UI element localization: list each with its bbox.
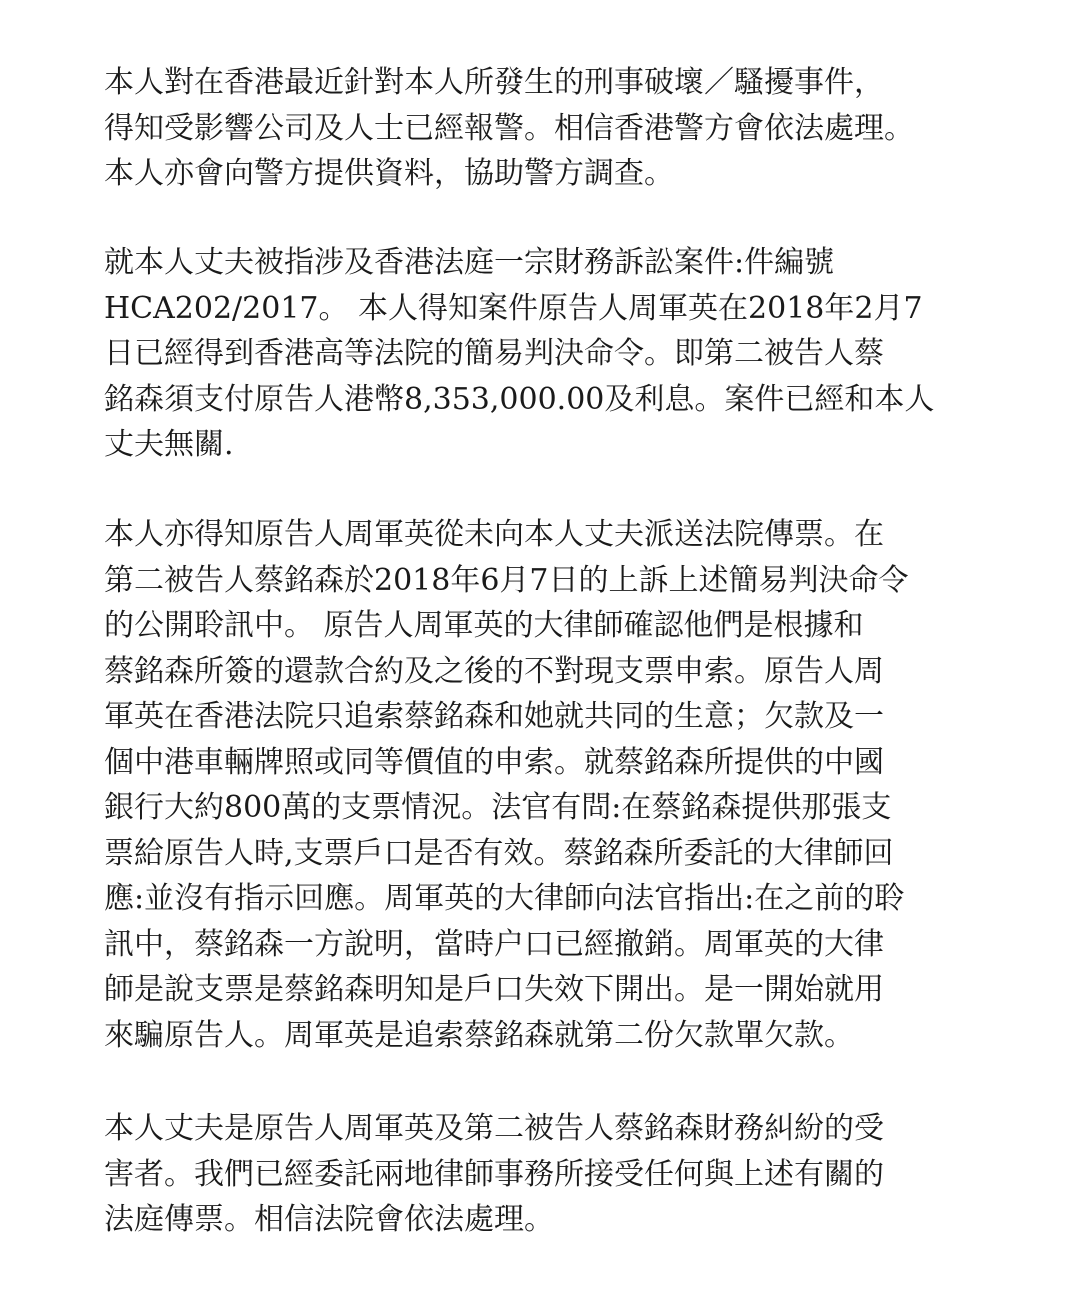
text-line: 師是說支票是蔡銘森明知是戶口失效下開出。是一開始就用 <box>104 972 884 1007</box>
text-line: 第二被告人蔡銘森於2018年6月7日的上訴上述簡易判決命令 <box>104 562 909 598</box>
text-line: 日已經得到香港高等法院的簡易判決命令。即第二被告人蔡 <box>104 336 884 371</box>
text-line: 票給原告人時,支票戶口是否有效。蔡銘森所委託的大律師回 <box>104 835 894 871</box>
paragraph-conclusion <box>104 1106 1004 1243</box>
text-line: 銀行大約800萬的支票情況。法官有問:在蔡銘森提供那張支 <box>104 790 892 825</box>
text-line: 的公開聆訊中。 原告人周軍英的大律師確認他們是根據和 <box>104 608 864 643</box>
text-line: 蔡銘森所簽的還款合約及之後的不對現支票申索。原告人周 <box>104 653 884 689</box>
text-line: 個中港車輛牌照或同等價值的申索。就蔡銘森所提供的中國 <box>104 744 884 780</box>
text-line: 本人亦會向警方提供資料，協助警方調查。 <box>104 156 674 191</box>
text-line: HCA202/2017。 本人得知案件原告人周軍英在2018年2月7 <box>104 290 923 326</box>
text-line: 本人對在香港最近針對本人所發生的刑事破壞／騷擾事件， <box>104 65 884 100</box>
paragraph-hearing-details <box>104 512 1004 1058</box>
text-line: 丈夫無關. <box>104 427 234 462</box>
text-line: 應:並沒有指示回應。周軍英的大律師向法官指出:在之前的聆 <box>104 881 905 916</box>
text-line: 得知受影響公司及人士已經報警。相信香港警方會依法處理。 <box>104 110 914 146</box>
text-line: 本人亦得知原告人周軍英從未向本人丈夫派送法院傳票。在 <box>104 517 884 552</box>
text-line: 來騙原告人。周軍英是追索蔡銘森就第二份欠款單欠款。 <box>104 1017 854 1053</box>
text-line: 就本人丈夫被指涉及香港法庭一宗財務訴訟案件:件編號 <box>104 245 835 280</box>
text-line: 軍英在香港法院只追索蔡銘森和她就共同的生意；欠款及一 <box>104 699 884 734</box>
text-line: 訊中，蔡銘森一方說明，當時户口已經撤銷。周軍英的大律 <box>104 926 884 962</box>
paragraph-case-summary <box>104 240 1004 468</box>
text-line: 銘森須支付原告人港幣8,353,000.00及利息。案件已經和本人 <box>104 381 935 417</box>
paragraph-police-report <box>104 60 1004 197</box>
text-line: 法庭傳票。相信法院會依法處理。 <box>104 1202 554 1237</box>
text-line: 本人丈夫是原告人周軍英及第二被告人蔡銘森財務糾紛的受 <box>104 1111 884 1146</box>
text-line: 害者。我們已經委託兩地律師事務所接受任何與上述有關的 <box>104 1156 884 1192</box>
